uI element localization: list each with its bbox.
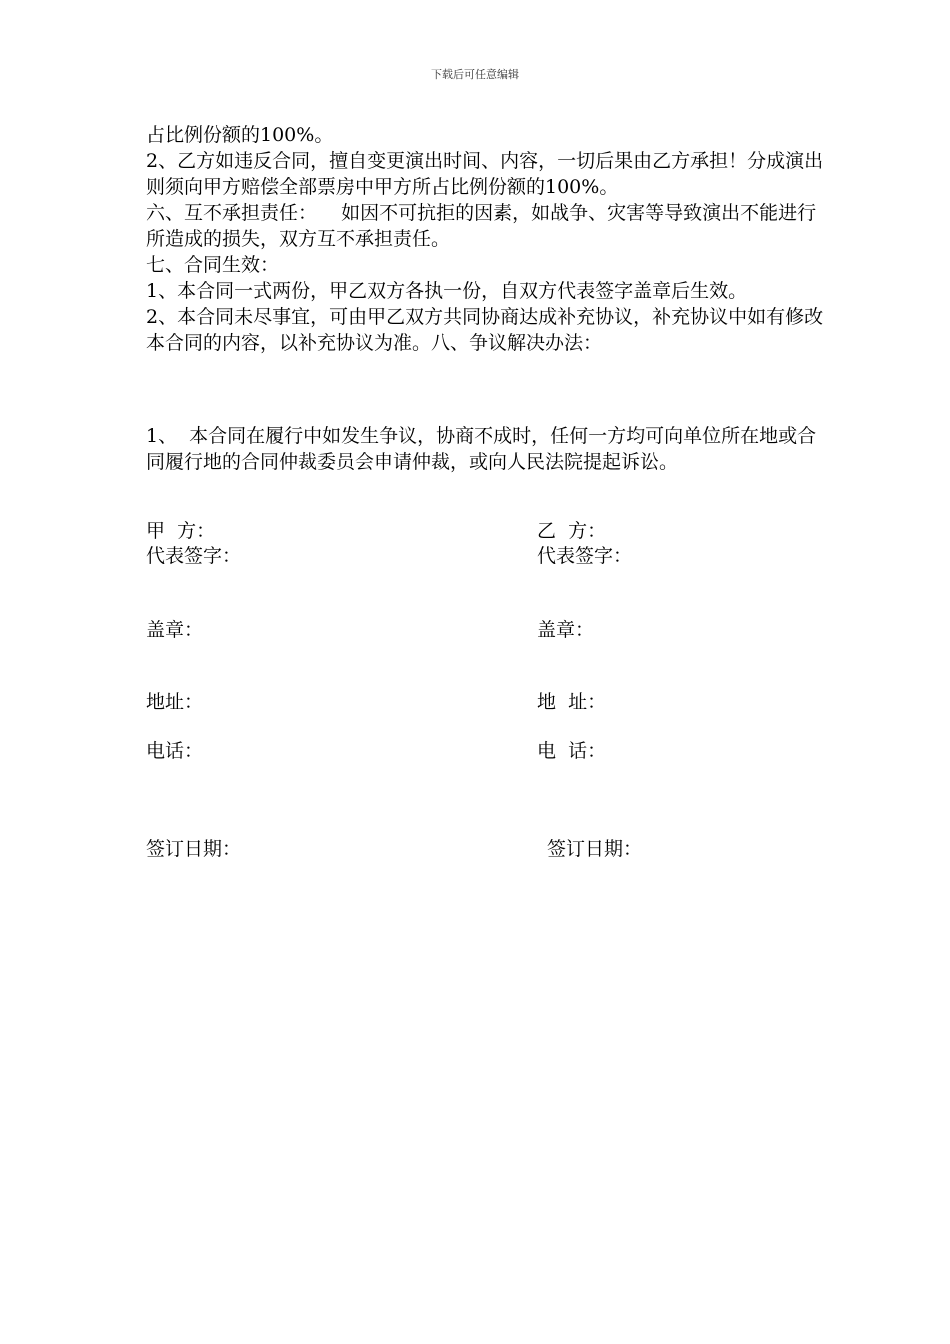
paragraph: 2、乙方如违反合同，擅自变更演出时间、内容，一切后果由乙方承担！分成演出则须向甲方赔偿全部票房中甲方所占比例份额的100%。 bbox=[146, 150, 824, 198]
party-a-seal-label: 盖章： bbox=[146, 619, 204, 641]
party-a-phone-label: 电话： bbox=[146, 740, 204, 762]
page-header-note: 下载后可任意编辑 bbox=[431, 68, 519, 81]
paragraph: 1、本合同一式两份，甲乙双方各执一份，自双方代表签字盖章后生效。 bbox=[146, 280, 748, 302]
party-a-address-label: 地址： bbox=[146, 691, 204, 713]
dispute-clause bbox=[146, 423, 826, 475]
party-b-rep-sign-label: 代表签字： bbox=[537, 545, 633, 567]
party-b-seal-label: 盖章： bbox=[537, 619, 595, 641]
party-b-date-label: 签订日期： bbox=[547, 838, 643, 860]
party-b-label: 乙 方： bbox=[537, 520, 607, 542]
paragraph: 占比例份额的100%。 bbox=[146, 124, 334, 146]
section-heading: 七、合同生效： bbox=[146, 254, 280, 276]
party-a-label: 甲 方： bbox=[146, 520, 216, 542]
party-a-date-label: 签订日期： bbox=[146, 838, 242, 860]
paragraph: 2、本合同未尽事宜，可由甲乙双方共同协商达成补充协议，补充协议中如有修改本合同的内容，以补充协议为准。八、争议解决办法： bbox=[146, 306, 824, 354]
paragraph: 1、 本合同在履行中如发生争议，协商不成时，任何一方均可向单位所在地或合同履行地的合同仲裁委员会申请仲裁，或向人民法院提起诉讼。 bbox=[146, 425, 817, 473]
party-a-rep-sign-label: 代表签字： bbox=[146, 545, 242, 567]
party-b-address-label: 地 址： bbox=[537, 691, 607, 713]
party-b-phone-label: 电 话： bbox=[537, 740, 607, 762]
paragraph: 六、互不承担责任： 如因不可抗拒的因素，如战争、灾害等导致演出不能进行所造成的损失，双方互不承担责任。 bbox=[146, 202, 817, 250]
contract-body bbox=[146, 122, 826, 356]
